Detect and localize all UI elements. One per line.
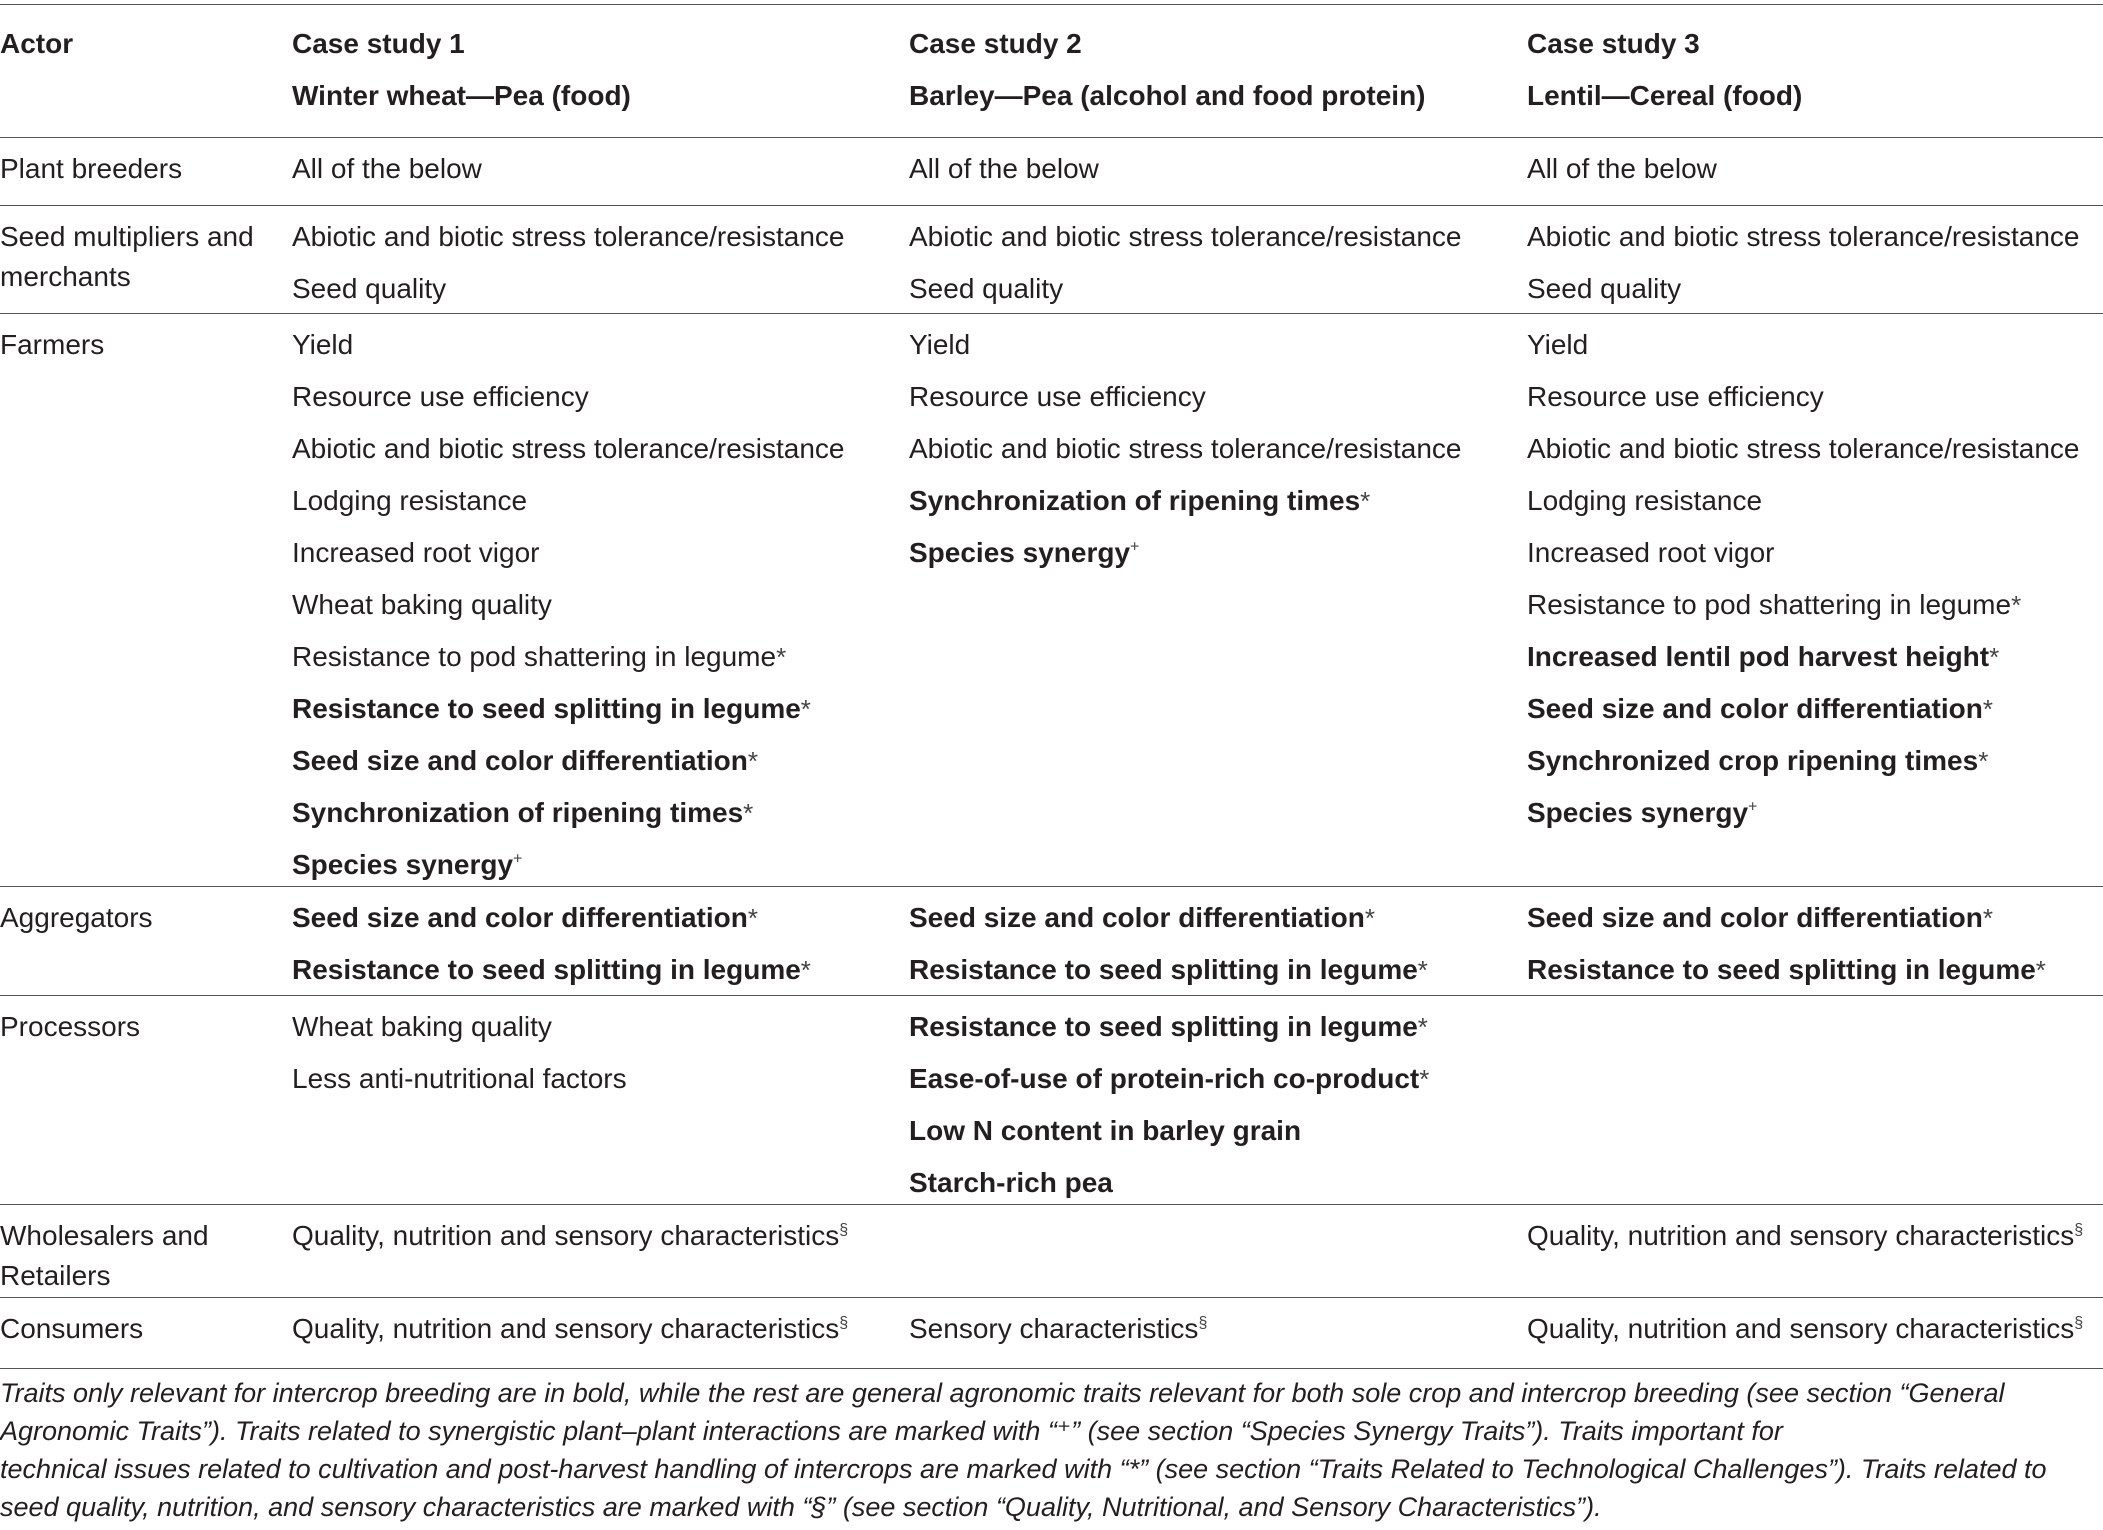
- actor-cell-aggregators: [0, 892, 153, 944]
- trait-text: Seed quality: [909, 273, 1064, 304]
- trait-text: Resistance to pod shattering in legume: [292, 641, 777, 672]
- table-footnote: [0, 1374, 2090, 1526]
- trait-text: Seed size and color differentiation: [1527, 902, 1983, 933]
- trait-cell-consumers-case-1: [292, 1303, 848, 1355]
- trait-item: [909, 211, 1462, 263]
- trait-cell-plant-breeders-case-1: [292, 143, 482, 195]
- trait-text: Abiotic and biotic stress tolerance/resistance: [292, 221, 845, 252]
- trait-text: Quality, nutrition and sensory characteristics: [292, 1313, 840, 1344]
- trait-item: [1527, 527, 2080, 579]
- trait-item: [909, 475, 1462, 527]
- footnote-line: seed quality, nutrition, and sensory characteristics are marked with “§” (see section “Quality, Nutritional, and Sensory Characteristics”).: [0, 1492, 1602, 1522]
- trait-item: [909, 423, 1462, 475]
- case-study-name: Lentil—Cereal (food): [1527, 80, 1803, 111]
- actor-label: merchants: [0, 261, 131, 292]
- trait-text: Lodging resistance: [292, 485, 528, 516]
- trait-cell-farmers-case-2: [909, 319, 1462, 579]
- actor-label: Seed multipliers and: [0, 221, 254, 252]
- actor-label: Farmers: [0, 329, 105, 360]
- header-bottom-rule: [0, 137, 2103, 138]
- trait-item: [292, 839, 845, 891]
- actor-cell-farmers: [0, 319, 104, 371]
- trait-cell-farmers-case-1: [292, 319, 845, 891]
- trait-text: Species synergy: [292, 849, 514, 880]
- trait-item: [292, 475, 845, 527]
- trait-item: [292, 211, 845, 263]
- trait-cell-seed-multipliers-and-merchants-case-2: [909, 211, 1462, 315]
- trait-item: [909, 319, 1462, 371]
- trait-text: Yield: [909, 329, 971, 360]
- trait-cell-aggregators-case-3: [1527, 892, 2046, 996]
- trait-text: Resistance to seed splitting in legume: [292, 693, 801, 724]
- actor-label: Aggregators: [0, 902, 153, 933]
- actor-label: Consumers: [0, 1313, 144, 1344]
- trait-item: [1527, 1303, 2083, 1355]
- trait-text: Yield: [292, 329, 354, 360]
- trait-text: Seed size and color differentiation: [909, 902, 1365, 933]
- actor-cell-consumers: [0, 1303, 143, 1355]
- row-divider: [0, 205, 2103, 206]
- trait-item: [292, 944, 811, 996]
- trait-text: Wheat baking quality: [292, 589, 552, 620]
- trait-text: Seed quality: [292, 273, 447, 304]
- trait-item: [292, 892, 811, 944]
- trait-item: [292, 579, 845, 631]
- actor-cell-wholesalers-and-retailers: [0, 1216, 209, 1296]
- trait-item: [1527, 143, 1717, 195]
- trait-item: [909, 371, 1462, 423]
- trait-item: [1527, 944, 2046, 996]
- trait-text: Seed size and color differentiation: [292, 745, 748, 776]
- trait-marker: *: [776, 642, 787, 672]
- trait-item: [909, 1053, 1429, 1105]
- trait-text: Wheat baking quality: [292, 1011, 552, 1042]
- trait-item: [1527, 892, 2046, 944]
- trait-text: Synchronization of ripening times: [292, 797, 744, 828]
- trait-cell-wholesalers-and-retailers-case-1: [292, 1210, 848, 1262]
- footnote-line: Agronomic Traits”). Traits related to synergistic plant–plant interactions are marked with “⁺” (see section “Species Synergy Traits”). Traits important for: [0, 1416, 1783, 1446]
- row-divider: [0, 886, 2103, 887]
- trait-item: [1527, 371, 2080, 423]
- trait-item: [1527, 631, 2080, 683]
- trait-item: [1527, 211, 2080, 263]
- trait-item: [1527, 579, 2080, 631]
- row-divider: [0, 995, 2103, 996]
- trait-cell-consumers-case-2: [909, 1303, 1207, 1355]
- trait-text: Abiotic and biotic stress tolerance/resistance: [1527, 221, 2080, 252]
- trait-text: Increased lentil pod harvest height: [1527, 641, 1990, 672]
- header-actor: Actor: [0, 28, 74, 59]
- trait-text: Increased root vigor: [292, 537, 540, 568]
- trait-item: [909, 527, 1462, 579]
- trait-item: [292, 683, 845, 735]
- footnote-line: Traits only relevant for intercrop breeding are in bold, while the rest are general agronomic traits relevant for both sole crop and intercrop breeding (see section “General: [0, 1378, 2005, 1408]
- trait-item: [292, 1053, 627, 1105]
- trait-item: [292, 1210, 848, 1262]
- trait-text: Sensory characteristics: [909, 1313, 1199, 1344]
- trait-text: All of the below: [1527, 153, 1717, 184]
- trait-marker: *: [747, 746, 758, 776]
- trait-marker: *: [1417, 955, 1428, 985]
- trait-item: [1527, 1210, 2083, 1262]
- header-case-study-1: [292, 0, 631, 122]
- trait-cell-processors-case-1: [292, 1001, 627, 1105]
- row-divider: [0, 1368, 2103, 1369]
- trait-item: [909, 892, 1428, 944]
- trait-text: Starch-rich pea: [909, 1167, 1113, 1198]
- trait-text: Species synergy: [909, 537, 1131, 568]
- trait-marker: *: [1978, 746, 1989, 776]
- header-case-study-3: [1527, 0, 1802, 122]
- trait-item: [292, 423, 845, 475]
- trait-marker: *: [2011, 590, 2022, 620]
- case-study-number: Case study 2: [909, 28, 1082, 59]
- trait-marker: *: [1989, 642, 2000, 672]
- trait-marker: §: [2074, 1221, 2084, 1239]
- trait-marker: *: [1417, 1012, 1428, 1042]
- trait-text: Increased root vigor: [1527, 537, 1775, 568]
- trait-marker: §: [2074, 1314, 2084, 1332]
- trait-text: Abiotic and biotic stress tolerance/resistance: [909, 433, 1462, 464]
- trait-item: [292, 319, 845, 371]
- trait-text: Resistance to pod shattering in legume: [1527, 589, 2012, 620]
- trait-cell-seed-multipliers-and-merchants-case-3: [1527, 211, 2080, 315]
- trait-cell-farmers-case-3: [1527, 319, 2080, 839]
- trait-item: [292, 787, 845, 839]
- trait-text: Quality, nutrition and sensory characteristics: [1527, 1220, 2075, 1251]
- trait-text: All of the below: [909, 153, 1099, 184]
- trait-text: Synchronized crop ripening times: [1527, 745, 1979, 776]
- trait-marker: +: [1748, 798, 1758, 816]
- trait-text: Yield: [1527, 329, 1589, 360]
- trait-cell-plant-breeders-case-3: [1527, 143, 1717, 195]
- trait-marker: §: [839, 1221, 849, 1239]
- trait-cell-aggregators-case-2: [909, 892, 1428, 996]
- trait-cell-aggregators-case-1: [292, 892, 811, 996]
- trait-cell-seed-multipliers-and-merchants-case-1: [292, 211, 845, 315]
- trait-item: [292, 371, 845, 423]
- trait-item: [292, 527, 845, 579]
- trait-marker: +: [513, 850, 523, 868]
- trait-text: Resource use efficiency: [292, 381, 589, 412]
- trait-item: [909, 1001, 1429, 1053]
- header-case-study-2: [909, 0, 1426, 122]
- trait-text: Resistance to seed splitting in legume: [909, 1011, 1418, 1042]
- trait-item: [292, 1001, 627, 1053]
- trait-text: Less anti-nutritional factors: [292, 1063, 627, 1094]
- trait-text: Resource use efficiency: [1527, 381, 1824, 412]
- trait-item: [1527, 787, 2080, 839]
- actor-cell-processors: [0, 1001, 140, 1053]
- trait-item: [292, 735, 845, 787]
- trait-item: [1527, 263, 2080, 315]
- trait-text: Lodging resistance: [1527, 485, 1763, 516]
- trait-marker: §: [1198, 1314, 1208, 1332]
- trait-cell-plant-breeders-case-2: [909, 143, 1099, 195]
- row-divider: [0, 313, 2103, 314]
- trait-marker: *: [800, 955, 811, 985]
- trait-item: [909, 1157, 1429, 1209]
- trait-text: Abiotic and biotic stress tolerance/resistance: [1527, 433, 2080, 464]
- trait-item: [1527, 423, 2080, 475]
- trait-marker: +: [1130, 538, 1140, 556]
- trait-item: [292, 631, 845, 683]
- trait-marker: *: [1364, 903, 1375, 933]
- actor-label: Plant breeders: [0, 153, 183, 184]
- row-divider: [0, 1204, 2103, 1205]
- trait-item: [1527, 735, 2080, 787]
- trait-text: Species synergy: [1527, 797, 1749, 828]
- trait-text: Resistance to seed splitting in legume: [909, 954, 1418, 985]
- trait-marker: *: [1982, 903, 1993, 933]
- trait-text: Quality, nutrition and sensory characteristics: [1527, 1313, 2075, 1344]
- trait-cell-wholesalers-and-retailers-case-3: [1527, 1210, 2083, 1262]
- trait-text: All of the below: [292, 153, 482, 184]
- row-divider: [0, 1297, 2103, 1298]
- trait-text: Synchronization of ripening times: [909, 485, 1361, 516]
- trait-item: [909, 1105, 1429, 1157]
- trait-marker: *: [1360, 486, 1371, 516]
- trait-marker: *: [1982, 694, 1993, 724]
- trait-item: [909, 143, 1099, 195]
- trait-item: [292, 143, 482, 195]
- trait-text: Abiotic and biotic stress tolerance/resistance: [909, 221, 1462, 252]
- trait-text: Seed size and color differentiation: [1527, 693, 1983, 724]
- trait-text: Resistance to seed splitting in legume: [292, 954, 801, 985]
- trait-text: Low N content in barley grain: [909, 1115, 1302, 1146]
- trait-text: Quality, nutrition and sensory characteristics: [292, 1220, 840, 1251]
- trait-marker: §: [839, 1314, 849, 1332]
- actor-label: Retailers: [0, 1260, 111, 1291]
- trait-text: Seed quality: [1527, 273, 1682, 304]
- trait-item: [292, 1303, 848, 1355]
- trait-marker: *: [800, 694, 811, 724]
- actor-cell-seed-multipliers-and-merchants: [0, 217, 254, 297]
- actor-label: Processors: [0, 1011, 141, 1042]
- actor-cell-plant-breeders: [0, 143, 182, 195]
- trait-marker: *: [2035, 955, 2046, 985]
- trait-cell-consumers-case-3: [1527, 1303, 2083, 1355]
- trait-item: [909, 1303, 1207, 1355]
- trait-item: [909, 263, 1462, 315]
- trait-marker: *: [1419, 1064, 1430, 1094]
- trait-item: [909, 944, 1428, 996]
- trait-text: Abiotic and biotic stress tolerance/resistance: [292, 433, 845, 464]
- trait-marker: *: [743, 798, 754, 828]
- trait-marker: *: [747, 903, 758, 933]
- trait-text: Seed size and color differentiation: [292, 902, 748, 933]
- trait-item: [292, 263, 845, 315]
- case-study-name: Barley—Pea (alcohol and food protein): [909, 80, 1426, 111]
- case-study-number: Case study 1: [292, 28, 465, 59]
- trait-text: Ease-of-use of protein-rich co-product: [909, 1063, 1420, 1094]
- trait-item: [1527, 475, 2080, 527]
- trait-item: [1527, 319, 2080, 371]
- trait-text: Resource use efficiency: [909, 381, 1206, 412]
- case-study-number: Case study 3: [1527, 28, 1700, 59]
- trait-item: [1527, 683, 2080, 735]
- footnote-line: technical issues related to cultivation and post-harvest handling of intercrops are marked with “*” (see section “Traits Related to Technological Challenges”). Traits related to: [0, 1454, 2047, 1484]
- case-study-name: Winter wheat—Pea (food): [292, 80, 631, 111]
- trait-cell-processors-case-2: [909, 1001, 1429, 1209]
- actor-label: Wholesalers and: [0, 1220, 209, 1251]
- trait-text: Resistance to seed splitting in legume: [1527, 954, 2036, 985]
